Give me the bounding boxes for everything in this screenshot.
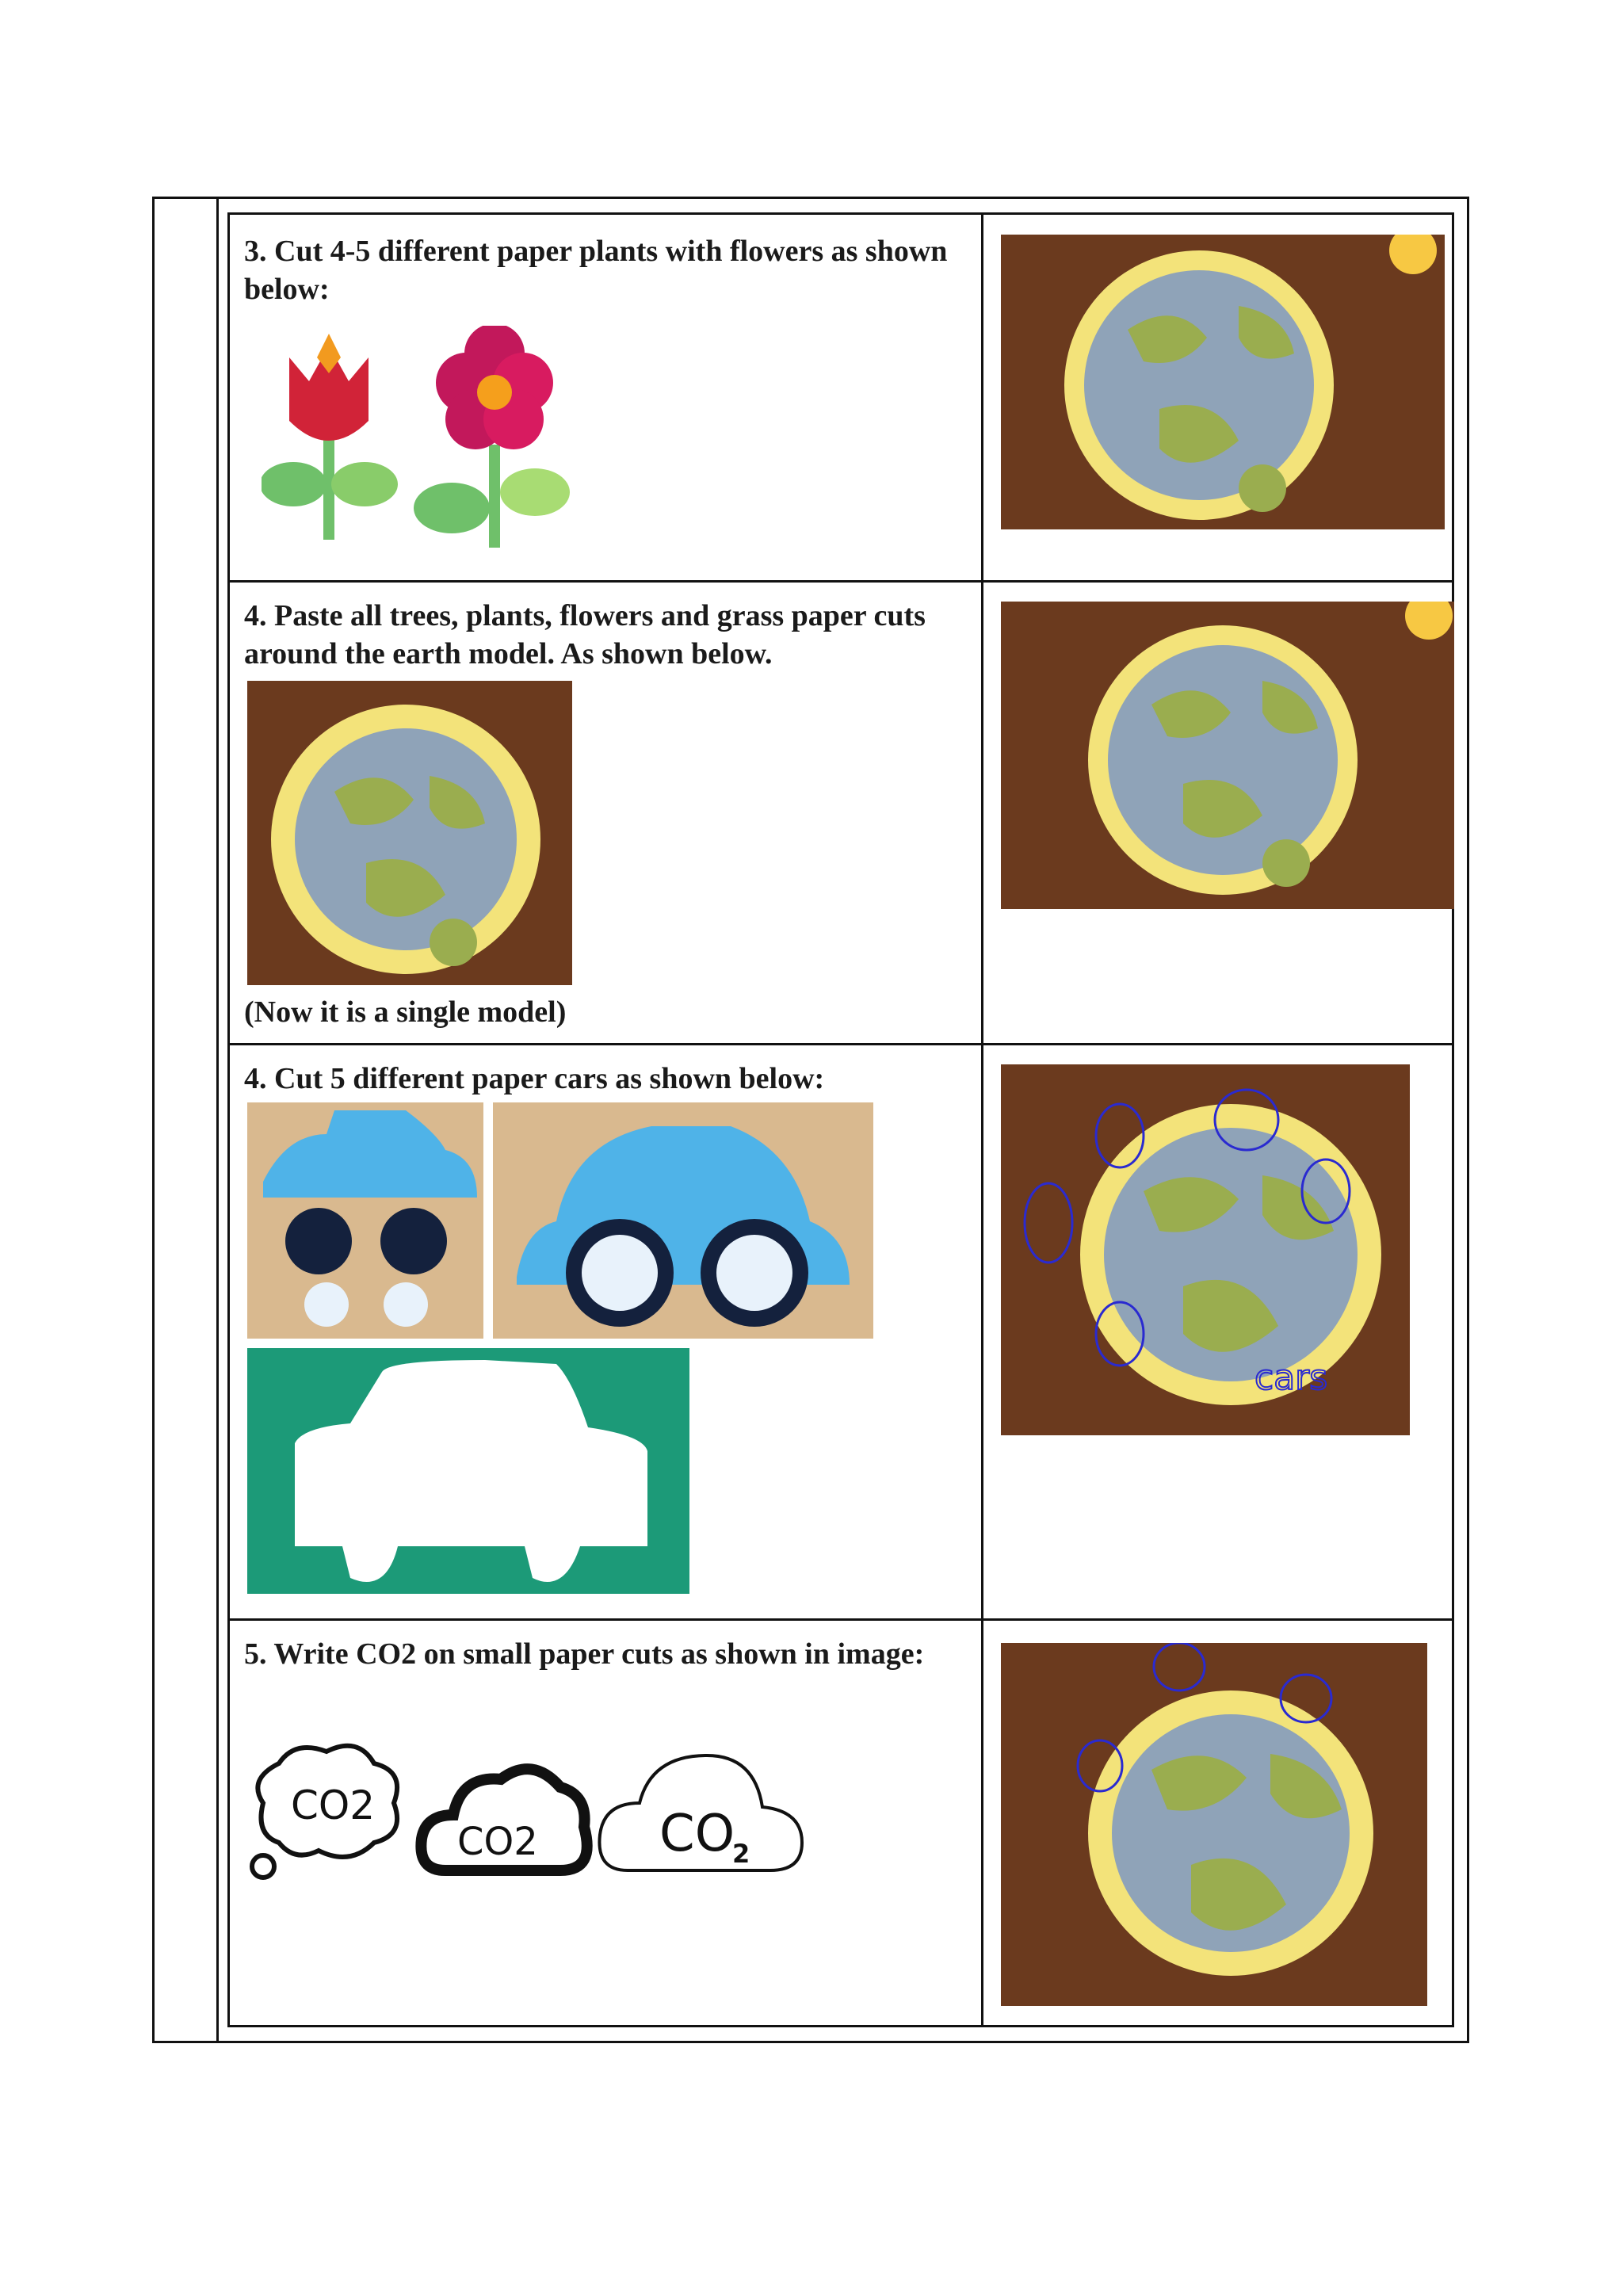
co2-cloud-illustrations xyxy=(247,1732,865,1890)
step-5-text: 5. Write CO2 on small paper cuts as shown in image: xyxy=(244,1637,925,1671)
co2-label-3: CO xyxy=(659,1805,735,1863)
step-3-text: 3. Cut 4-5 different paper plants with flowers as shown below: xyxy=(244,235,948,306)
co2-on-earth-photo xyxy=(1001,1643,1427,2006)
flower-illustrations xyxy=(262,326,642,563)
step-cars-cell xyxy=(230,1045,981,1618)
flower-icon xyxy=(414,326,570,548)
pasted-model-photo xyxy=(247,681,572,985)
step-3-photo-cell xyxy=(983,215,1454,580)
cars-on-earth-photo xyxy=(1001,1064,1410,1435)
step-4-cell xyxy=(230,583,981,1043)
earth-model-photo-2 xyxy=(1001,602,1454,909)
earth-model-image-2 xyxy=(1001,602,1454,909)
tulip-icon xyxy=(262,334,398,540)
step-5-cell xyxy=(230,1621,981,2027)
pasted-model-image xyxy=(247,681,572,985)
car-assembled-image xyxy=(493,1102,873,1339)
co2-label-1: CO2 xyxy=(291,1782,376,1828)
steps-table xyxy=(227,212,1454,2027)
step-5-photo-cell xyxy=(983,1621,1454,2027)
cars-annotation: cars xyxy=(1254,1358,1328,1398)
earth-model-image xyxy=(1001,235,1445,529)
step-4-photo-cell xyxy=(983,583,1454,1043)
co2-subscript: 2 xyxy=(732,1839,750,1869)
cars-on-earth-image xyxy=(1001,1064,1410,1435)
white-car-cutout-photo xyxy=(247,1348,689,1594)
co2-label-2: CO2 xyxy=(457,1820,538,1864)
co2-cloud-icons xyxy=(247,1732,865,1890)
step-4-text: 4. Paste all trees, plants, flowers and grass paper cuts around the earth model. As shown below. xyxy=(244,599,926,670)
earth-model-photo xyxy=(1001,235,1445,529)
car-assembled-photo xyxy=(493,1102,873,1339)
co2-on-earth-image xyxy=(1001,1643,1427,2006)
white-car-cutout-image xyxy=(247,1348,689,1594)
single-model-note: (Now it is a single model) xyxy=(244,995,567,1029)
car-parts-image-1 xyxy=(247,1102,483,1339)
step-cars-photo-cell xyxy=(983,1045,1454,1618)
left-margin-column xyxy=(216,199,219,2041)
car-parts-photo-1 xyxy=(247,1102,483,1339)
step-3-cell xyxy=(230,215,981,580)
flower-icons xyxy=(262,326,642,563)
step-cars-text: 4. Cut 5 different paper cars as shown below: xyxy=(244,1062,825,1095)
